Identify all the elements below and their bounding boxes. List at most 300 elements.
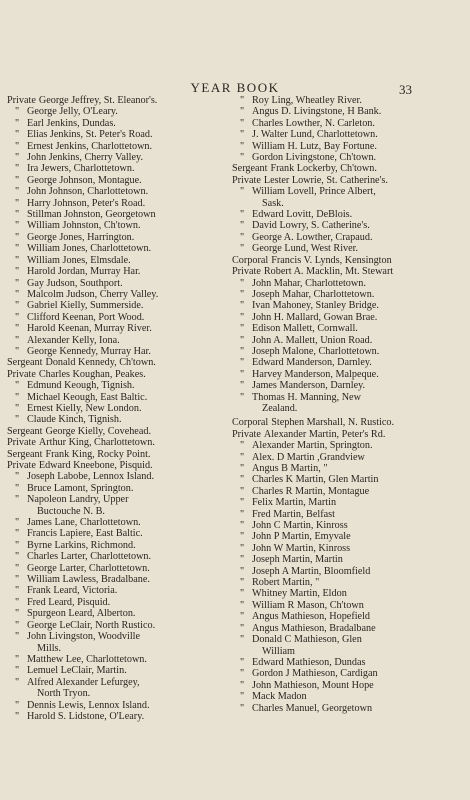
- ditto-mark: ": [240, 311, 245, 323]
- roster-entry: [232, 380, 462, 391]
- roster-entry: [7, 357, 235, 368]
- roster-entry: [7, 220, 235, 231]
- roster-entry: [7, 711, 235, 722]
- ditto-mark: ": [240, 243, 245, 255]
- roster-entry: [7, 631, 235, 642]
- ditto-mark: ": [240, 106, 245, 118]
- ditto-mark: ": [15, 254, 20, 266]
- ditto-mark: ": [15, 631, 20, 643]
- ditto-mark: ": [240, 152, 245, 164]
- entry-name: Claude Kinch, Tignish.: [27, 414, 122, 426]
- entry-name: Angus Mathieson, Bradalbane: [252, 622, 376, 634]
- ditto-mark: ": [15, 345, 20, 357]
- ditto-mark: ": [240, 451, 245, 463]
- roster-entry: [7, 232, 235, 243]
- entry-name: Harold S. Lidstone, O'Leary.: [27, 710, 145, 722]
- entry-name: Joseph Martin, Martin: [252, 554, 343, 566]
- roster-entry: [232, 623, 462, 634]
- entry-name: George Johnson, Montague.: [27, 174, 142, 186]
- roster-entry: [232, 255, 462, 266]
- roster-entry: [232, 520, 462, 531]
- page-title: YEAR BOOK: [190, 80, 280, 95]
- entry-name: James Manderson, Darnley.: [252, 380, 366, 392]
- ditto-mark: ": [240, 668, 245, 680]
- roster-entry: [7, 209, 235, 220]
- entry-name: Joseph Mahar, Charlottetown.: [252, 288, 375, 300]
- entry-name: J. Walter Lund, Charlottetown.: [252, 129, 378, 141]
- entry-name: Edward Mathieson, Dundas: [252, 656, 366, 668]
- entry-name: William H. Lutz, Bay Fortune.: [252, 140, 377, 152]
- roster-entry: [7, 471, 235, 482]
- ditto-mark: ": [240, 611, 245, 623]
- entry-name: Edmund Keough, Tignish.: [27, 380, 135, 392]
- entry-name: Angus B Martin, ": [252, 463, 328, 474]
- entry-name: Fred Martin, Belfast: [252, 508, 335, 520]
- ditto-mark: ": [15, 129, 20, 141]
- roster-entry: [232, 634, 462, 645]
- ditto-mark: ": [240, 300, 245, 312]
- roster-entry: [7, 494, 235, 505]
- roster-entry: [7, 312, 235, 323]
- roster-entry: [232, 323, 462, 334]
- roster-entry: [232, 95, 462, 106]
- entry-name: Frank King, Rocky Point.: [45, 448, 151, 460]
- ditto-mark: ": [15, 186, 20, 198]
- roster-entry: [232, 703, 462, 714]
- roster-entry: [7, 677, 235, 688]
- ditto-mark: ": [240, 691, 245, 703]
- roster-entry: [7, 654, 235, 665]
- ditto-mark: ": [15, 231, 20, 243]
- roster-entry: [7, 152, 235, 163]
- entry-name: Alexander Martin, Peter's Rd.: [263, 428, 386, 440]
- rank-label: Sergeant: [232, 163, 268, 175]
- ditto-mark: ": [15, 528, 20, 540]
- roster-entry: [232, 588, 462, 599]
- ditto-mark: ": [240, 565, 245, 577]
- roster-entry: [7, 608, 235, 619]
- entry-name: Charles Larter, Charlottetown.: [27, 551, 152, 563]
- ditto-mark: ": [15, 140, 20, 152]
- roster-entry: [7, 620, 235, 631]
- ditto-mark: ": [15, 311, 20, 323]
- roster-entry: [7, 403, 235, 414]
- roster-entry: [232, 680, 462, 691]
- roster-entry: [232, 369, 462, 380]
- rank-label: Sergeant: [7, 357, 43, 369]
- entry-name: Robert A. Macklin, Mt. Stewart: [263, 266, 394, 278]
- ditto-mark: ": [240, 554, 245, 566]
- roster-entry: [232, 577, 462, 588]
- entry-name: Whitney Martin, Eldon: [252, 588, 347, 600]
- entry-name: William Lovell, Prince Albert,: [252, 186, 376, 198]
- entry-name: Joseph A Martin, Bloomfield: [252, 565, 371, 577]
- rank-label: Corporal: [232, 254, 269, 266]
- roster-entry: [7, 278, 235, 289]
- entry-name: George Jelly, O'Leary.: [27, 106, 118, 118]
- entry-name: William Jones, Charlottetown.: [27, 243, 152, 255]
- ditto-mark: ": [15, 699, 20, 711]
- rank-label: Private: [232, 174, 261, 186]
- ditto-mark: ": [15, 562, 20, 574]
- roster-entry: [7, 585, 235, 596]
- entry-name: Gordon J Mathieson, Cardigan: [252, 668, 378, 680]
- roster-entry: [7, 243, 235, 254]
- page-number: 33: [399, 82, 412, 97]
- ditto-mark: ": [240, 209, 245, 221]
- roster-entry: [232, 163, 462, 174]
- ditto-mark: ": [15, 619, 20, 631]
- ditto-mark: ": [15, 710, 20, 722]
- ditto-mark: ": [15, 494, 20, 506]
- roster-entry: [232, 357, 462, 368]
- ditto-mark: ": [240, 440, 245, 452]
- ditto-mark: ": [15, 243, 20, 255]
- ditto-mark: ": [15, 277, 20, 289]
- entry-name: George Kielly, Covehead.: [45, 425, 151, 437]
- roster-entry: [232, 141, 462, 152]
- entry-name: Thomas H. Manning, New: [252, 391, 361, 403]
- roster-entry: [232, 474, 462, 485]
- entry-name: George A. Lowther, Crapaud.: [252, 231, 373, 243]
- ditto-mark: ": [15, 334, 20, 346]
- ditto-mark: ": [15, 676, 20, 688]
- ditto-mark: ": [240, 679, 245, 691]
- roster-entry: [7, 163, 235, 174]
- ditto-mark: ": [240, 474, 245, 486]
- entry-continuation: Buctouche N. B.: [37, 505, 105, 517]
- entry-name: Angus D. Livingstone, H Bank.: [252, 106, 382, 118]
- entry-name: Robert Martin, ": [252, 577, 320, 589]
- ditto-mark: ": [15, 117, 20, 129]
- roster-entry: [7, 563, 235, 574]
- ditto-mark: ": [15, 323, 20, 335]
- ditto-mark: ": [15, 197, 20, 209]
- entry-name: George Kennedy, Murray Har.: [27, 345, 151, 357]
- roster-entry: [7, 323, 235, 334]
- ditto-mark: ": [15, 209, 20, 221]
- ditto-mark: ": [15, 517, 20, 529]
- entry-name: Byrne Larkins, Richmond.: [27, 539, 136, 551]
- rank-label: Corporal: [232, 417, 269, 429]
- roster-entry: [232, 118, 462, 129]
- rank-label: Sergeant: [7, 425, 43, 437]
- entry-name: Bruce Lamont, Springton.: [27, 482, 134, 494]
- ditto-mark: ": [240, 577, 245, 589]
- entry-name: John Mathieson, Mount Hope: [252, 679, 374, 691]
- ditto-mark: ": [15, 106, 20, 118]
- ditto-mark: ": [15, 152, 20, 164]
- roster-entry: [232, 232, 462, 243]
- roster-entry: [232, 566, 462, 577]
- roster-entry: [232, 691, 462, 702]
- roster-entry: [232, 300, 462, 311]
- entry-name: George LeClair, North Rustico.: [27, 619, 156, 631]
- roster-entry: [7, 597, 235, 608]
- ditto-mark: ": [240, 588, 245, 600]
- roster-entry: [7, 175, 235, 186]
- rank-label: Private: [232, 266, 261, 278]
- entry-name: John W Martin, Kinross: [252, 542, 351, 554]
- roster-entry: [7, 141, 235, 152]
- entry-name: Charles Manuel, Georgetown: [252, 702, 373, 714]
- ditto-mark: ": [15, 653, 20, 665]
- entry-name: Harold Jordan, Murray Har.: [27, 266, 141, 278]
- roster-entry: [7, 460, 235, 471]
- roster-entry: [232, 554, 462, 565]
- entry-name: James Lane, Charlottetown.: [27, 517, 141, 529]
- entry-name: Gay Judson, Southport.: [27, 277, 123, 289]
- entry-name: John Livingston, Woodville: [27, 631, 141, 643]
- roster-entry: [232, 243, 462, 254]
- roster-entry: [7, 300, 235, 311]
- roster-entry: [7, 289, 235, 300]
- entry-name: William R Mason, Ch'town: [252, 599, 364, 611]
- ditto-mark: ": [240, 599, 245, 611]
- ditto-mark: ": [240, 542, 245, 554]
- entry-name: Ernest Jenkins, Charlottetown.: [27, 140, 153, 152]
- ditto-mark: ": [240, 334, 245, 346]
- entry-name: Gabriel Kielly, Summerside.: [27, 300, 144, 312]
- entry-name: Lester Lowrie, St. Catherine's.: [263, 174, 388, 186]
- entry-name: George Jeffrey, St. Eleanor's.: [38, 95, 158, 106]
- ditto-mark: ": [240, 656, 245, 668]
- entry-continuation: William: [262, 645, 295, 657]
- ditto-mark: ": [15, 163, 20, 175]
- entry-name: Frank Leard, Victoria.: [27, 585, 118, 597]
- roster-entry: [232, 497, 462, 508]
- roster-entry: [7, 129, 235, 140]
- ditto-mark: ": [15, 288, 20, 300]
- entry-name: Francis V. Lynds, Kensington: [271, 254, 392, 266]
- entry-name: John Mahar, Charlottetown.: [252, 277, 366, 289]
- entry-name: Matthew Lee, Charlottetown.: [27, 653, 147, 665]
- roster-entry: [7, 266, 235, 277]
- entry-name: Edward Kneebone, Pisquid.: [38, 460, 153, 471]
- roster-entry: [232, 152, 462, 163]
- roster-entry: [7, 118, 235, 129]
- ditto-mark: ": [240, 220, 245, 232]
- entry-name: Malcolm Judson, Cherry Valley.: [27, 288, 159, 300]
- roster-entry: [232, 657, 462, 668]
- roster-entry: [7, 551, 235, 562]
- entry-name: Charles R Martin, Montague: [252, 485, 370, 497]
- ditto-mark: ": [240, 634, 245, 646]
- ditto-mark: ": [240, 186, 245, 198]
- ditto-mark: ": [240, 323, 245, 335]
- roster-entry: [232, 452, 462, 463]
- ditto-mark: ": [240, 702, 245, 714]
- entry-name: John A. Mallett, Union Road.: [252, 334, 373, 346]
- roster-entry: [7, 380, 235, 391]
- roster-entry: [7, 517, 235, 528]
- ditto-mark: ": [240, 231, 245, 243]
- roster-entry: [7, 198, 235, 209]
- roster-entry: [7, 95, 235, 106]
- rank-label: Sergeant: [7, 448, 43, 460]
- rank-label: Private: [7, 437, 36, 449]
- roster-entry: [7, 483, 235, 494]
- ditto-mark: ": [15, 266, 20, 278]
- entry-name: George Lund, West River.: [252, 243, 359, 255]
- ditto-mark: ": [15, 391, 20, 403]
- entry-name: Harold Keenan, Murray River.: [27, 323, 152, 335]
- ditto-mark: ": [240, 129, 245, 141]
- entry-continuation: Zealand.: [262, 402, 298, 414]
- roster-entry: [7, 186, 235, 197]
- roster-entry: [7, 335, 235, 346]
- rank-label: Private: [232, 428, 261, 440]
- roster-entry: [232, 129, 462, 140]
- entry-name: Dennis Lewis, Lennox Island.: [27, 699, 150, 711]
- entry-name: Charles Lowther, N. Carleton.: [252, 117, 375, 129]
- roster-entry: [232, 668, 462, 679]
- entry-name: Alexander Martin, Springton.: [252, 440, 373, 452]
- entry-name: John Johnson, Charlottetown.: [27, 186, 149, 198]
- entry-name: John H. Mallard, Gowan Brae.: [252, 311, 378, 323]
- ditto-mark: ": [15, 471, 20, 483]
- roster-entry: [232, 429, 462, 440]
- ditto-mark: ": [15, 608, 20, 620]
- ditto-mark: ": [15, 574, 20, 586]
- roster-entry: [7, 392, 235, 403]
- entry-name: Harvey Manderson, Malpeque.: [252, 368, 379, 380]
- entry-name: Edward Manderson, Darnley.: [252, 357, 372, 369]
- roster-entry: [232, 289, 462, 300]
- entry-name: Joseph Labobe, Lennox Island.: [27, 471, 155, 483]
- entry-name: William Jones, Elmsdale.: [27, 254, 131, 266]
- entry-name: Donald C Mathieson, Glen: [252, 634, 362, 646]
- roster-entry: [232, 175, 462, 186]
- ditto-mark: ": [240, 508, 245, 520]
- entry-name: Roy Ling, Wheatley River.: [252, 95, 362, 106]
- entry-name: Ernest Kielly, New London.: [27, 402, 142, 414]
- entry-name: Clifford Keenan, Port Wood.: [27, 311, 145, 323]
- roster-entry: [232, 312, 462, 323]
- ditto-mark: ": [240, 357, 245, 369]
- entry-name: Stephen Marshall, N. Rustico.: [271, 417, 395, 429]
- roster-entry: [232, 600, 462, 611]
- ditto-mark: ": [15, 220, 20, 232]
- ditto-mark: ": [240, 622, 245, 634]
- roster-entry: [232, 543, 462, 554]
- entry-name: Charles Koughan, Peakes.: [38, 368, 146, 380]
- roster-entry: [7, 700, 235, 711]
- ditto-mark: ": [240, 380, 245, 392]
- entry-name: George Larter, Charlottetown.: [27, 562, 150, 574]
- roster-entry: [232, 220, 462, 231]
- entry-name: William Johnston, Ch'town.: [27, 220, 141, 232]
- ditto-mark: ": [240, 531, 245, 543]
- entry-name: Frank Lockerby, Ch'town.: [270, 163, 377, 175]
- roster-entry: [7, 437, 235, 448]
- roster-entry: [232, 463, 462, 474]
- entry-name: Michael Keough, East Baltic.: [27, 391, 148, 403]
- entry-name: John C Martin, Kinross: [252, 520, 348, 532]
- ditto-mark: ": [240, 95, 245, 106]
- ditto-mark: ": [240, 391, 245, 403]
- roster-entry: [232, 278, 462, 289]
- roster-entry: [232, 417, 462, 428]
- rank-label: Private: [7, 95, 36, 106]
- roster-entry: [7, 449, 235, 460]
- entry-name: Edward Lovitt, DeBlois.: [252, 209, 353, 221]
- ditto-mark: ": [240, 288, 245, 300]
- ditto-mark: ": [240, 497, 245, 509]
- roster-entry: [232, 346, 462, 357]
- entry-name: David Lowry, S. Catherine's.: [252, 220, 370, 232]
- ditto-mark: ": [240, 277, 245, 289]
- ditto-mark: ": [240, 463, 245, 474]
- roster-entry: [7, 665, 235, 676]
- ditto-mark: ": [15, 414, 20, 426]
- entry-name: Charles K Martin, Glen Martin: [252, 474, 379, 486]
- ditto-mark: ": [240, 368, 245, 380]
- ditto-mark: ": [240, 485, 245, 497]
- right-column: [232, 95, 462, 714]
- ditto-mark: ": [15, 539, 20, 551]
- ditto-mark: ": [15, 665, 20, 677]
- roster-entry: [232, 611, 462, 622]
- entry-name: Fred Leard, Pisquid.: [27, 596, 111, 608]
- ditto-mark: ": [15, 380, 20, 392]
- entry-name: Felix Martin, Martin: [252, 497, 337, 509]
- left-column: [7, 95, 235, 722]
- entry-name: Edison Mallett, Cornwall.: [252, 323, 358, 335]
- roster-entry: [232, 509, 462, 520]
- ditto-mark: ": [15, 402, 20, 414]
- entry-name: Alexander Kelly, Iona.: [27, 334, 120, 346]
- roster-entry: [7, 106, 235, 117]
- rank-label: Private: [7, 460, 36, 471]
- page-header: [0, 0, 470, 100]
- entry-name: Lemuel LeClair, Martin.: [27, 665, 127, 677]
- ditto-mark: ": [15, 482, 20, 494]
- entry-name: John Jenkins, Cherry Valley.: [27, 152, 144, 164]
- entry-continuation: Sask.: [262, 197, 284, 209]
- ditto-mark: ": [240, 140, 245, 152]
- roster-entry: [7, 528, 235, 539]
- roster-entry: [7, 414, 235, 425]
- entry-name: Napoleon Landry, Upper: [27, 494, 129, 506]
- roster-entry: [232, 106, 462, 117]
- roster-entry: [7, 540, 235, 551]
- rank-label: Private: [7, 368, 36, 380]
- roster-entry: [7, 346, 235, 357]
- ditto-mark: ": [15, 551, 20, 563]
- roster-entry: [232, 266, 462, 277]
- roster-entry: [232, 392, 462, 403]
- roster-entry: [232, 209, 462, 220]
- entry-name: Mack Madon: [252, 691, 307, 703]
- entry-name: Harry Johnson, Peter's Road.: [27, 197, 146, 209]
- ditto-mark: ": [15, 596, 20, 608]
- roster-entry: [232, 440, 462, 451]
- entry-name: Elias Jenkins, St. Peter's Road.: [27, 129, 153, 141]
- ditto-mark: ": [15, 300, 20, 312]
- entry-name: Donald Kennedy, Ch'town.: [45, 357, 156, 369]
- roster-entry: [7, 574, 235, 585]
- entry-name: Gordon Livingstone, Ch'town.: [252, 152, 377, 164]
- entry-name: Francis Lapiere, East Baltic.: [27, 528, 143, 540]
- entry-name: Arthur King, Charlottetown.: [38, 437, 155, 449]
- entry-name: Spurgeon Leard, Alberton.: [27, 608, 136, 620]
- entry-name: Stillman Johnston, Georgetown: [27, 209, 156, 221]
- entry-name: Earl Jenkins, Dundas.: [27, 117, 116, 129]
- entry-name: William Lawless, Bradalbane.: [27, 574, 150, 586]
- ditto-mark: ": [15, 174, 20, 186]
- entry-continuation: Mills.: [37, 642, 62, 654]
